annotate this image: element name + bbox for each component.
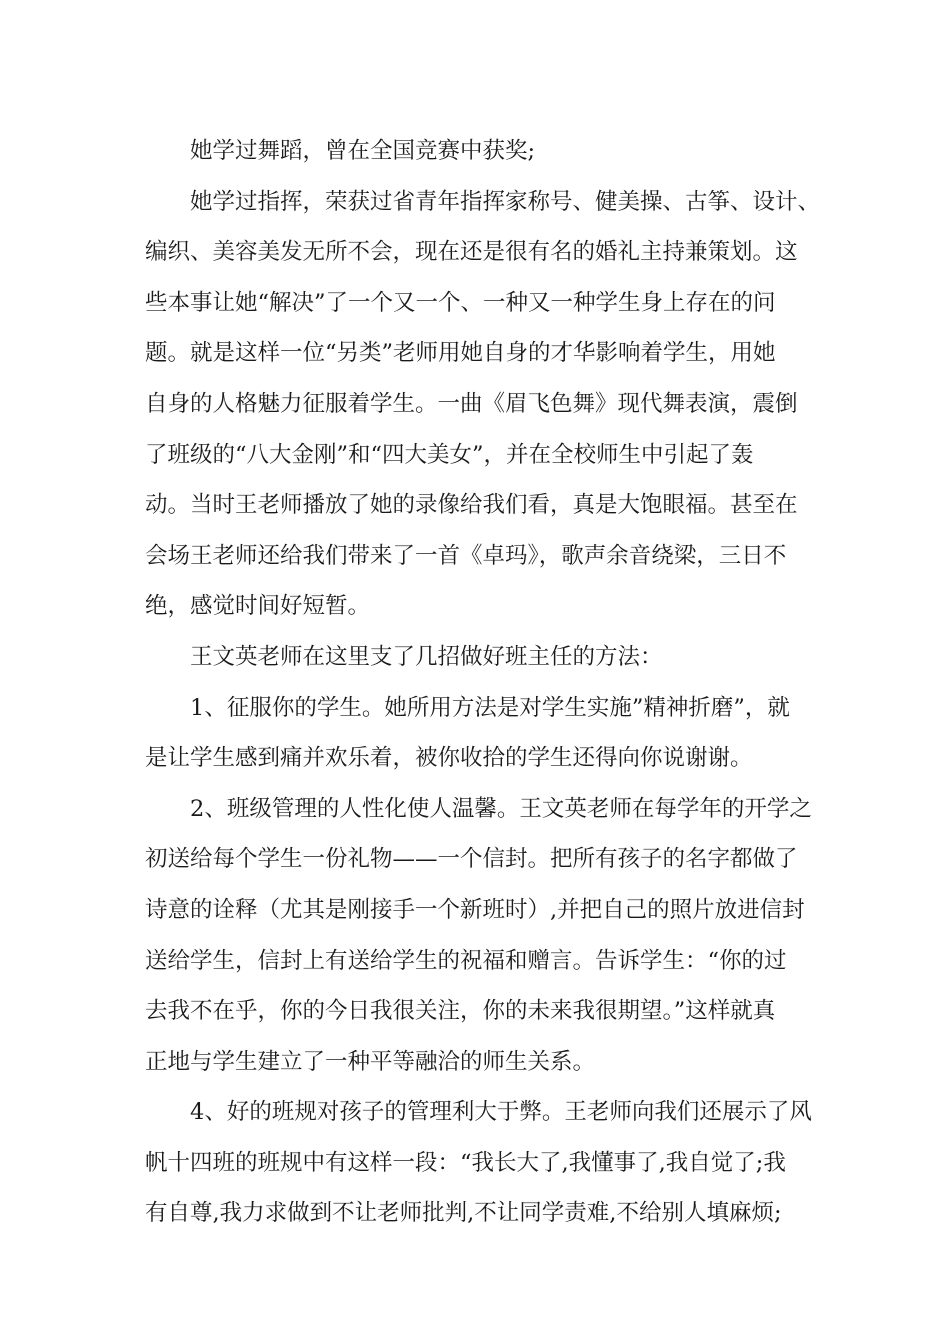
document-body (145, 126, 825, 1239)
paragraph: 4、好的班规对孩子的管理利大于弊。王老师向我们还展示了风 帆十四班的班规中有这样一段：“我长大了,我懂事了,我自觉了;我 有自尊,我力求做到不让老师批判,不让同学责难,不给别人填麻烦; (145, 1099, 812, 1227)
paragraph: 她学过指挥，荣获过省青年指挥家称号、健美操、古筝、设计、 编织、美容美发无所不会，现在还是很有名的婚礼主持兼策划。这 些本事让她“解决”了一个又一个、一种又一种学生身上存在的问 题。就是这样一位“另类”老师用她自身的才华影响着学生，用她 自身的人格魅力征服着学生。一曲《眉飞色舞》现代舞表演，震倒 了班级的“八大金刚”和“四大美女”，并在全校师生中引起了轰 动。当时王老师播放了她的录像给我们看，真是大饱眼福。甚至在 会场王老师还给我们带来了一首《卓玛》，歌声余音绕梁，三日不 绝，感觉时间好短暂。 (145, 188, 821, 620)
paragraph: 2、班级管理的人性化使人温馨。王文英老师在每学年的开学之 初送给每个学生一份礼物——一个信封。把所有孩子的名字都做了 诗意的诠释（尤其是刚接手一个新班时）,并把自己的照片放进信封 送给学生，信封上有送给学生的祝福和赠言。告诉学生：“你的过 去我不在乎，你的今日我很关注，你的未来我很期望。”这样就真 正地与学生建立了一种平等融洽的师生关系。 (145, 795, 812, 1075)
paragraph: 1、征服你的学生。她所用方法是对学生实施”精神折磨”，就 是让学生感到痛并欢乐着，被你收拾的学生还得向你说谢谢。 (145, 694, 790, 772)
paragraph: 王文英老师在这里支了几招做好班主任的方法： (190, 643, 663, 670)
paragraph: 她学过舞蹈，曾在全国竞赛中获奖; (190, 138, 536, 164)
